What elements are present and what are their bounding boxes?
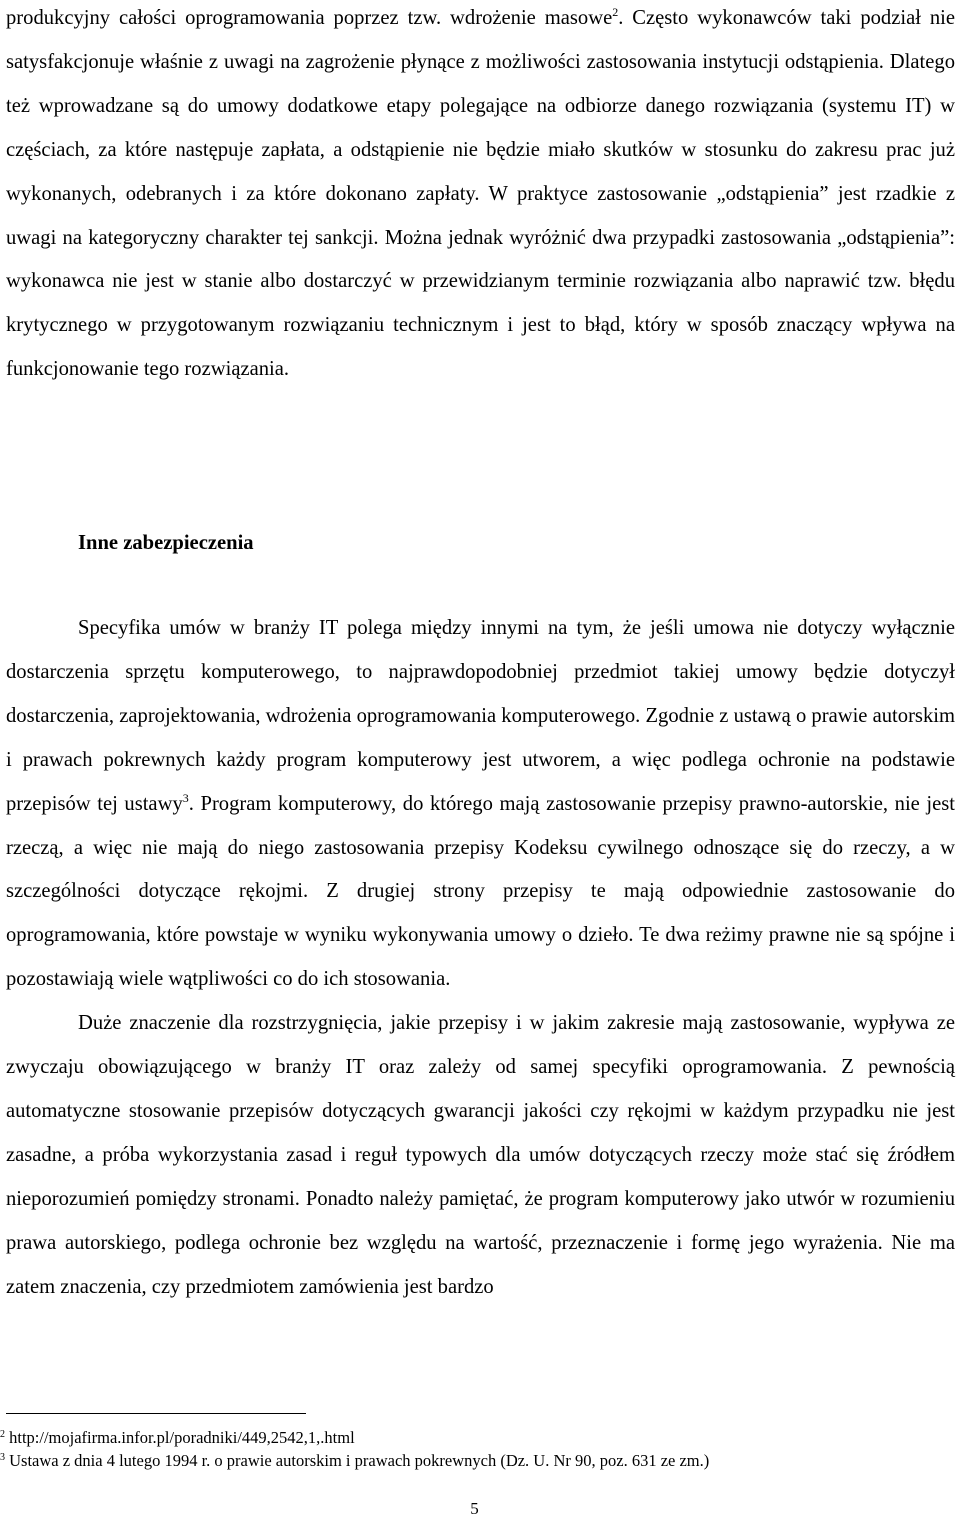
footnote-text: Ustawa z dnia 4 lutego 1994 r. o prawie autorskim i prawach pokrewnych (Dz. U. Nr 90, poz. 631 ze zm.) [5, 1451, 710, 1470]
page-number: 5 [470, 1499, 479, 1518]
body-paragraph-3 [6, 1002, 955, 1309]
footnote-ref-3[interactable]: 3 [182, 790, 189, 805]
footnote-item [0, 1426, 949, 1449]
section-heading: Inne zabezpieczenia [78, 532, 254, 554]
paragraph-text: Specyfika umów w branży IT polega między innymi na tym, że jeśli umowa nie dotyczy wyłącznie dostarczenia sprzętu komputerowego, to najprawdopodobniej przedmiot takiej umowy będzie dotyczył dostarczenia, zaprojektowania, wdrożenia oprogramowania komputerowego. Zgodnie z ustawą o prawie autorskim i prawach pokrewnych każdy program komputerowy jest utworem, a więc podlega ochronie na podstawie przepisów tej ustawy [6, 617, 955, 815]
footnote-mark: 2 [0, 1429, 5, 1440]
footnote-mark: 3 [0, 1452, 5, 1463]
body-paragraph-top [6, 0, 955, 392]
paragraph-text: produkcyjny całości oprogramowania poprzez tzw. wdrożenie masowe [6, 7, 613, 29]
paragraph-text: . Program komputerowy, do którego mają zastosowanie przepisy prawno-autorskie, nie jest rzeczą, a więc nie mają do niego zastosowania przepisy Kodeksu cywilnego odnoszące się do rzeczy, a w szczególności dotyczące rękojmi. Z drugiej strony przepisy te mają odpowiednie zastosowanie do oprogramowania, które powstaje w wyniku wykonywania umowy o dzieło. Te dwa reżimy prawne nie są spójne i pozostawiają wiele wątpliwości co do ich stosowania. [6, 792, 955, 991]
document-page [6, 0, 955, 392]
paragraph-text: Duże znaczenie dla rozstrzygnięcia, jakie przepisy i w jakim zakresie mają zastosowanie, wypływa ze zwyczaju obowiązującego w branży IT oraz zależy od samej specyfiki oprogramowania. Z pewnością automatyczne stosowanie przepisów dotyczących gwarancji jakości czy rękojmi w każdym przypadku nie jest zasadne, a próba wykorzystania zasad i reguł typowych dla umów dotyczących rzeczy może stać się źródłem nieporozumień pomiędzy stronami. Ponadto należy pamiętać, że program komputerowy jako utwór w rozumieniu prawa autorskiego, podlega ochronie bez względu na wartość, przeznaczenie i formę jego wyrażenia. Nie ma zatem znaczenia, czy przedmiotem zamówienia jest bardzo [6, 1012, 955, 1298]
body-paragraph-2 [6, 607, 955, 1002]
footnote-ref-2[interactable]: 2 [612, 5, 619, 19]
footnote-item [0, 1449, 949, 1472]
footnote-separator [6, 1413, 306, 1414]
document-body-block [6, 607, 955, 1310]
paragraph-text: . Często wykonawców taki podział nie satysfakcjonuje właśnie z uwagi na zagrożenie płynące z możliwości zastosowania instytucji odstąpienia. Dlatego też wprowadzane są do umowy dodatkowe etapy polegające na odbiorze danego rozwiązania (systemu IT) w częściach, za które następuje zapłata, a odstąpienie nie będzie miało skutków w stosunku do zakresu prac już wykonanych, odebranych i za które dokonano zapłaty. W praktyce zastosowanie „odstąpienia” jest rzadkie z uwagi na kategoryczny charakter tej sankcji. Można jednak wyróżnić dwa przypadki zastosowania „odstąpienia”: wykonawca nie jest w stanie albo dostarczyć w przewidzianym terminie rozwiązania albo naprawić tzw. błędu krytycznego w przygotowanym rozwiązaniu technicznym i jest to błąd, który w sposób znaczący wpływa na funkcjonowanie tego rozwiązania. [6, 7, 955, 381]
footnotes [0, 1426, 949, 1472]
footnote-url[interactable]: http://mojafirma.infor.pl/poradniki/449,2542,1,.html [5, 1428, 355, 1447]
